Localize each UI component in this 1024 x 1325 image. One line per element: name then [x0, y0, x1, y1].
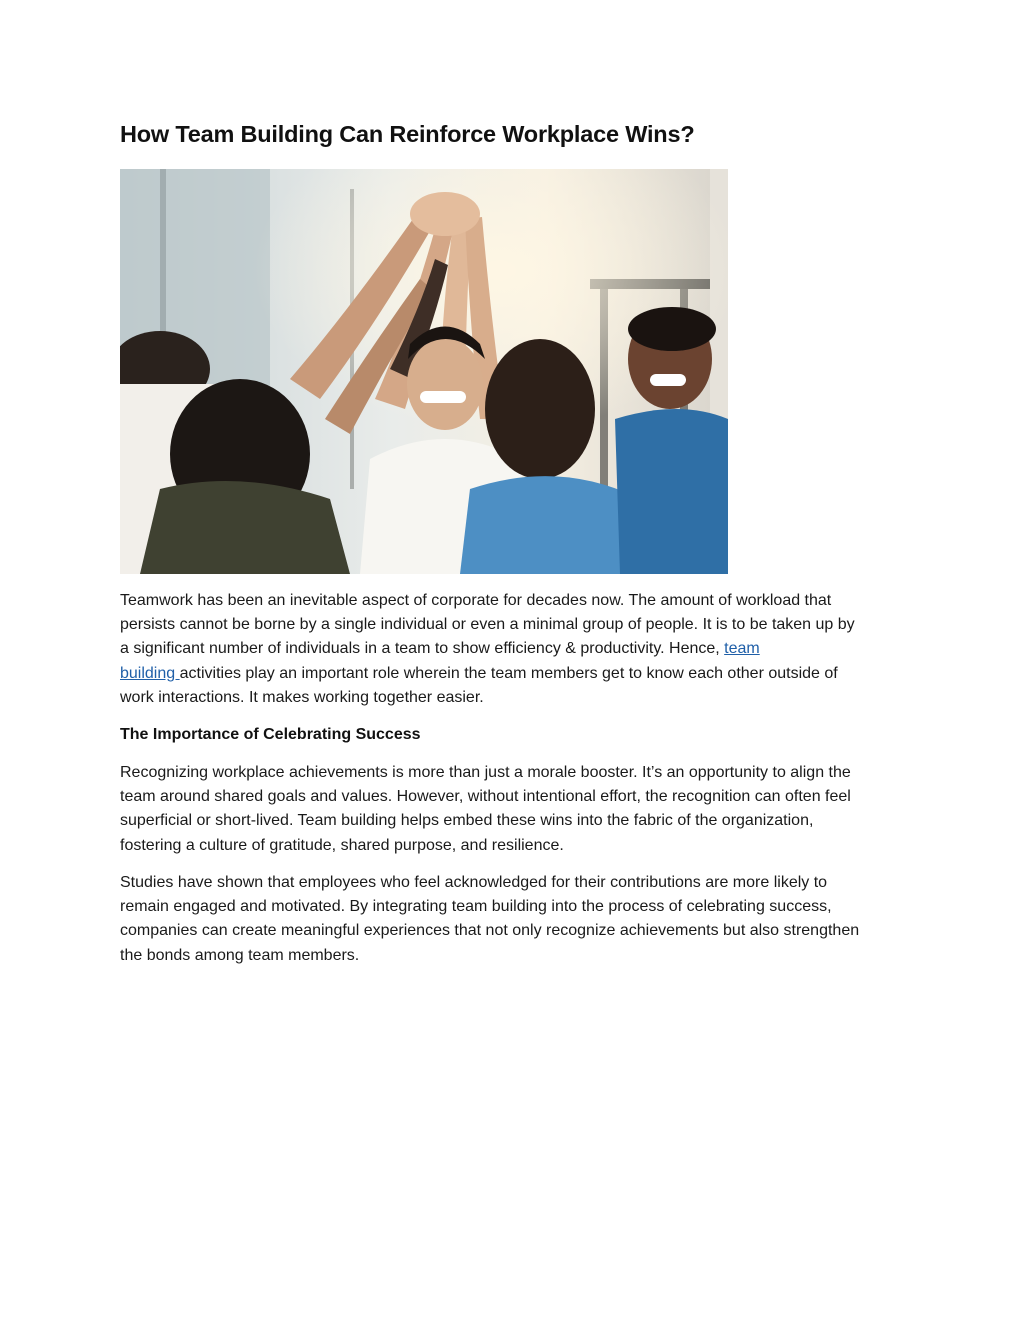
intro-paragraph — [120, 589, 910, 710]
team-building-link-part2[interactable]: building — [120, 664, 180, 682]
celebrating-paragraph — [120, 761, 910, 858]
p3-line-4: the bonds among team members. — [120, 946, 360, 964]
p2-line-3: superficial or short-lived. Team building helps embed these wins into the fabric of the organization, — [120, 812, 814, 830]
p2-line-4: fostering a culture of gratitude, shared purpose, and resilience. — [120, 836, 564, 854]
intro-line-3 — [120, 637, 910, 661]
p2-line-1: Recognizing workplace achievements is more than just a morale booster. It’s an opportunity to align the — [120, 764, 851, 781]
team-building-link-part1[interactable]: team — [724, 640, 760, 658]
intro-line-4 — [120, 662, 910, 686]
section-heading: The Importance of Celebrating Success — [120, 726, 421, 743]
p2-line-2: team around shared goals and values. However, without intentional effort, the recognition can often feel — [120, 788, 851, 806]
intro-line-2: persists cannot be borne by a single individual or even a minimal group of people. It is to be taken up by — [120, 616, 855, 634]
p3-line-1: Studies have shown that employees who feel acknowledged for their contributions are more likely to — [120, 874, 828, 891]
p3-line-3: companies can create meaningful experiences that not only recognize achievements but also strengthen — [120, 922, 860, 940]
intro-line-3-text: a significant number of individuals in a team to show efficiency & productivity. Hence, — [120, 640, 725, 658]
intro-line-1: Teamwork has been an inevitable aspect of corporate for decades now. The amount of workload that — [120, 592, 832, 609]
p3-line-2: remain engaged and motivated. By integrating team building into the process of celebrating success, — [120, 898, 832, 916]
page-title: How Team Building Can Reinforce Workplace Wins? — [120, 121, 695, 147]
studies-paragraph — [120, 871, 910, 968]
intro-line-4-text: activities play an important role wherein the team members get to know each other outside of — [179, 664, 838, 682]
team-high-five-photo — [120, 169, 728, 574]
intro-line-5: work interactions. It makes working together easier. — [120, 688, 484, 706]
